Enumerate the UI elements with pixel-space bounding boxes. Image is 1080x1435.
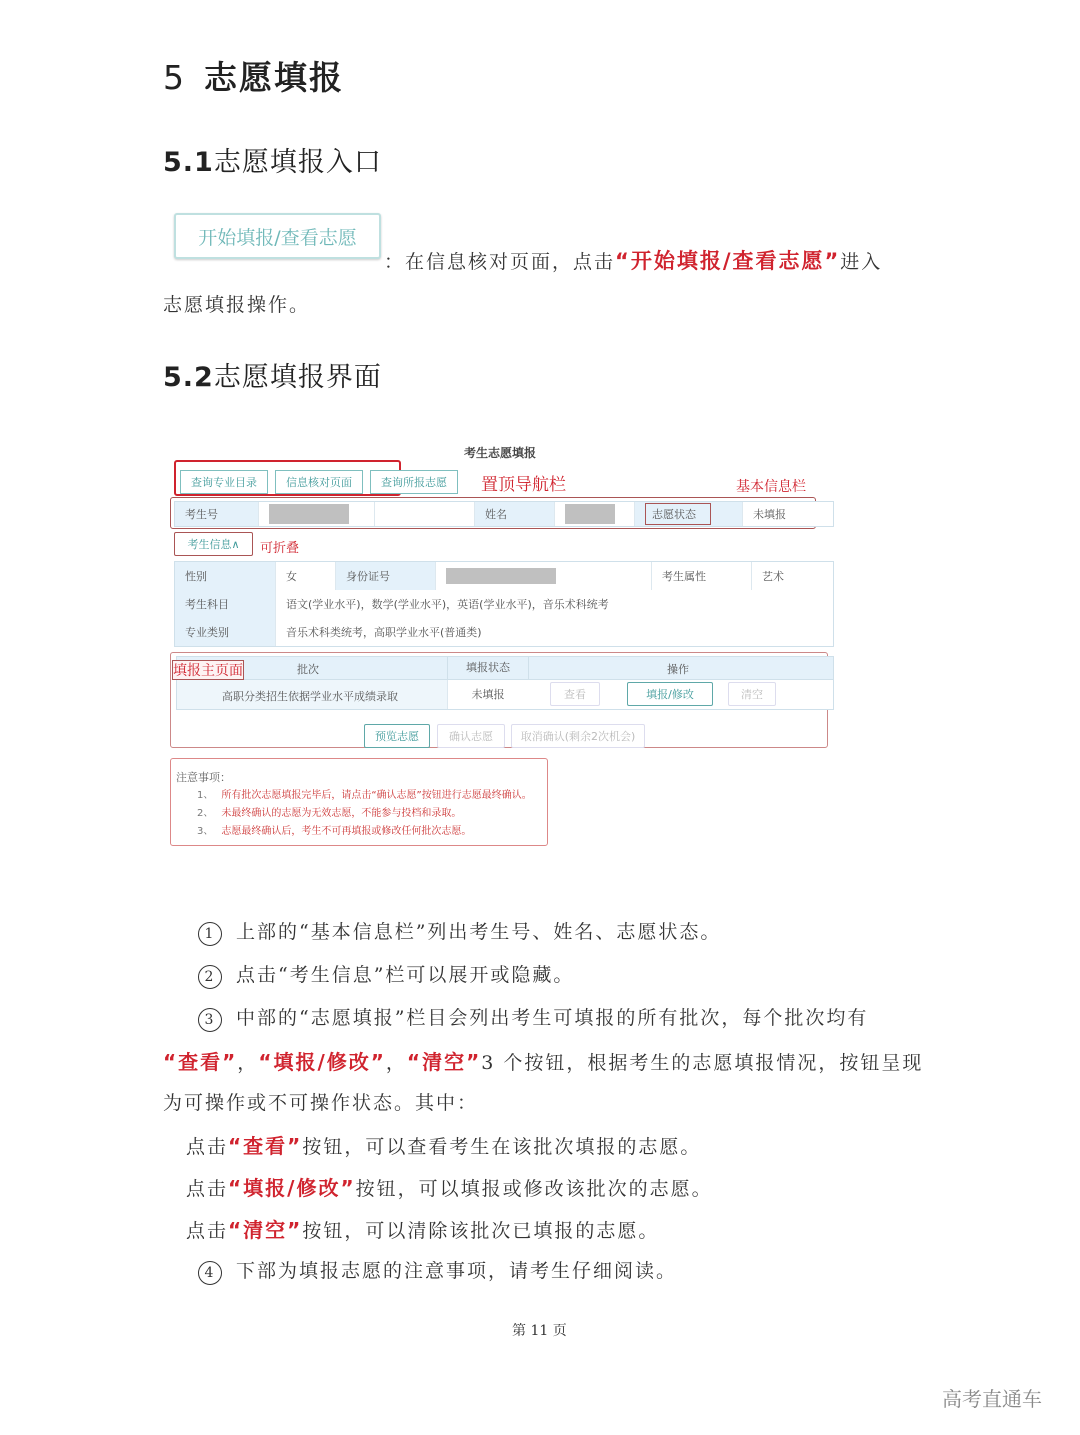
note-text: 志愿最终确认后，考生不可再填报或修改任何批次志愿。 — [221, 826, 472, 837]
text: ：在信息核对页面，点击 — [384, 251, 616, 273]
text: 进入 — [840, 251, 883, 273]
subjects-value: 语文(学业水平)，数学(学业水平)，英语(学业水平)，音乐术科统考 — [286, 598, 609, 611]
student-id-label: 考生号 — [175, 502, 259, 526]
confirm-button[interactable]: 确认志愿 — [437, 724, 505, 748]
note-item — [197, 822, 471, 837]
idcard-value — [436, 562, 652, 590]
cancel-confirm-button[interactable]: 取消确认(剩余2次机会) — [511, 724, 645, 748]
annotation-collapsible: 可折叠 — [260, 541, 300, 556]
basic-info-bar — [174, 501, 834, 527]
explanation-item-4 — [198, 1256, 677, 1285]
chapter-heading — [163, 52, 344, 99]
info-row-1 — [175, 562, 833, 591]
highlight-text: “开始填报/查看志愿” — [615, 249, 841, 273]
name-label-spacer — [375, 502, 475, 526]
note-text: 未最终确认的志愿为无效志愿，不能参与投档和录取。 — [221, 808, 462, 819]
redacted-mask — [565, 504, 615, 524]
entry-description — [384, 245, 882, 275]
text: 下部为填报志愿的注意事项，请考生仔细阅读。 — [236, 1260, 678, 1282]
annotation-basic: 基本信息栏 — [736, 479, 806, 495]
status-label-cell — [635, 502, 743, 526]
annotation-main: 填报主页面 — [172, 660, 244, 680]
start-fill-button[interactable]: 开始填报/查看志愿 — [174, 213, 381, 259]
explanation-sub-3 — [186, 1214, 659, 1243]
section-number: 5.2 — [163, 362, 214, 393]
highlight-text: “清空” — [228, 1218, 303, 1242]
circled-number-icon: 2 — [198, 965, 222, 989]
highlight-view: “查看” — [163, 1050, 238, 1074]
name-label: 姓名 — [475, 502, 555, 526]
text: 点击 — [186, 1136, 229, 1158]
attr-value: 艺术 — [762, 570, 784, 583]
text: 3 个按钮，根据考生的志愿填报情况，按钮呈现 — [481, 1052, 924, 1074]
student-id-value — [259, 502, 375, 526]
note-text: 所有批次志愿填报完毕后，请点击“确认志愿”按钮进行志愿最终确认。 — [221, 790, 532, 801]
nav-button-major-catalog[interactable]: 查询专业目录 — [180, 470, 268, 494]
text: 按钮，可以填报或修改该批次的志愿。 — [355, 1178, 713, 1200]
clear-button[interactable]: 清空 — [728, 682, 776, 706]
explanation-item-3-line3: 为可操作或不可操作状态。其中： — [163, 1092, 479, 1114]
explanation-sub-1 — [186, 1130, 701, 1159]
gender-value: 女 — [276, 562, 336, 590]
info-row-2 — [175, 590, 833, 619]
batch-name: 高职分类招生依据学业水平成绩录取 — [222, 690, 398, 703]
name-value — [555, 502, 635, 526]
text: 点击 — [186, 1220, 229, 1242]
text: ， — [237, 1052, 259, 1074]
entry-description-line2: 志愿填报操作。 — [163, 294, 311, 316]
circled-number-icon: 1 — [198, 922, 222, 946]
annotation-nav: 置顶导航栏 — [481, 475, 566, 495]
note-index: 2、 — [197, 808, 214, 819]
highlight-text: “查看” — [228, 1134, 303, 1158]
text: 中部的“志愿填报”栏目会列出考生可填报的所有批次，每个批次均有 — [236, 1007, 869, 1029]
section-title: 志愿填报界面 — [213, 362, 382, 393]
note-index: 1、 — [197, 790, 214, 801]
status-value: 未填报 — [753, 508, 786, 521]
student-info-toggle[interactable]: 考生信息∧ — [174, 532, 253, 556]
student-info-table — [174, 561, 834, 647]
notes-box — [170, 758, 548, 846]
header-status: 填报状态 — [447, 657, 529, 679]
category-value: 音乐术科类统考，高职学业水平(普通类) — [286, 626, 482, 639]
status-label: 志愿状态 — [645, 503, 711, 525]
watermark: 高考直通车 — [942, 1387, 1042, 1411]
note-item — [197, 804, 461, 819]
fill-modify-button[interactable]: 填报/修改 — [627, 682, 713, 706]
note-index: 3、 — [197, 826, 214, 837]
nav-button-info-check[interactable]: 信息核对页面 — [275, 470, 363, 494]
category-label: 专业类别 — [175, 618, 276, 646]
text: ， — [385, 1052, 407, 1074]
chapter-title: 志愿填报 — [204, 58, 344, 97]
highlight-fill: “填报/修改” — [258, 1050, 386, 1074]
subjects-label: 考生科目 — [175, 590, 276, 618]
gender-label: 性别 — [175, 562, 276, 590]
section-heading-5-1 — [163, 140, 382, 179]
highlight-clear: “清空” — [406, 1050, 482, 1074]
explanation-sub-2 — [186, 1172, 713, 1201]
text: 按钮，可以清除该批次已填报的志愿。 — [302, 1220, 660, 1242]
redacted-mask — [269, 504, 349, 524]
screenshot-title: 考生志愿填报 — [464, 446, 537, 460]
explanation-item-3-line2 — [163, 1046, 923, 1075]
text: 点击 — [186, 1178, 229, 1200]
note-item — [197, 786, 532, 801]
idcard-label: 身份证号 — [336, 562, 436, 590]
circled-number-icon: 4 — [198, 1261, 222, 1285]
view-button[interactable]: 查看 — [550, 682, 600, 706]
section-heading-5-2 — [163, 355, 382, 394]
explanation-item-1 — [198, 917, 721, 946]
page-number: 第 11 页 — [512, 1323, 567, 1339]
circled-number-icon: 3 — [198, 1008, 222, 1032]
header-batch: 批次 — [297, 663, 319, 676]
nav-button-query-choices[interactable]: 查询所报志愿 — [370, 470, 458, 494]
chapter-number: 5 — [163, 58, 186, 97]
text: 上部的“基本信息栏”列出考生号、姓名、志愿状态。 — [236, 921, 722, 943]
batch-status: 未填报 — [447, 680, 529, 709]
batch-table-header — [177, 657, 833, 680]
preview-button[interactable]: 预览志愿 — [364, 724, 430, 748]
explanation-item-3 — [198, 1003, 868, 1032]
section-title: 志愿填报入口 — [213, 147, 382, 178]
text: 按钮，可以查看考生在该批次填报的志愿。 — [302, 1136, 702, 1158]
redacted-mask — [446, 568, 556, 584]
explanation-item-2 — [198, 960, 574, 989]
attr-label: 考生属性 — [652, 562, 752, 590]
embedded-screenshot — [168, 440, 834, 850]
highlight-text: “填报/修改” — [228, 1176, 356, 1200]
section-number: 5.1 — [163, 147, 214, 178]
text: 点击“考生信息”栏可以展开或隐藏。 — [236, 964, 575, 986]
header-actions: 操作 — [667, 663, 689, 676]
notes-title: 注意事项： — [176, 771, 231, 784]
info-row-3 — [175, 618, 833, 646]
